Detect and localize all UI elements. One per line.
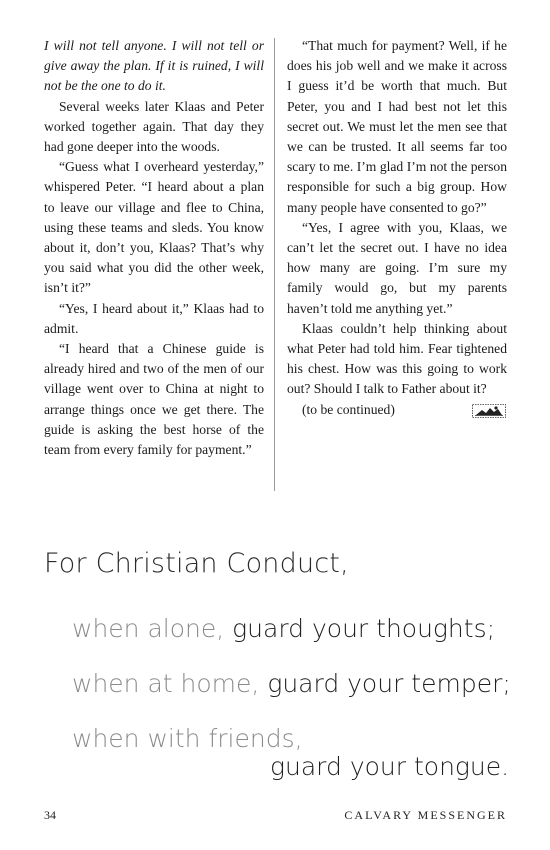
quote-context: when alone, — [72, 614, 225, 643]
quote-line-alone — [72, 614, 495, 643]
quote-context: when at home, — [72, 669, 260, 698]
paragraph: “Guess what I overheard yesterday,” whispered Peter. “I heard about a plan to leave our village and flee to China, using these teams and sleds. You know about it, don’t you, Klaas? That’s why you said what you did the other week, isn’t it?” — [44, 159, 264, 296]
right-column — [287, 36, 507, 420]
page-number: 34 — [44, 808, 56, 822]
paragraph: I will not tell anyone. I will not tell or give away the plan. If it is ruined, I will not be the one to do it. — [44, 38, 264, 94]
end-ornament-icon — [472, 404, 506, 418]
paragraph: “That much for payment? Well, if he does his job well and we make it across I guess it’d be worth that much. But Peter, you and I had best not let this secret out. We must let the men see that we can be trusted. It all seems far too scary to me. I’m glad I’m not the person responsible for such a big group. How many people have consented to go?” — [287, 38, 507, 215]
paragraph: “Yes, I heard about it,” Klaas had to admit. — [44, 300, 264, 336]
paragraph: Several weeks later Klaas and Peter worked together again. That day they had gone deeper into the woods. — [44, 98, 264, 155]
quote-title: For Christian Conduct, — [44, 548, 349, 579]
quote-guidance: guard your tongue. — [270, 752, 510, 781]
quote-line-home — [72, 669, 511, 698]
continued-row — [287, 400, 507, 420]
quote-guidance: guard your thoughts; — [232, 614, 496, 643]
paragraph: “I heard that a Chinese guide is already hired and two of the men of our village went over to China at night to arrange things once we get there. The guide is asking the best horse of the team from every family for payment.” — [44, 341, 264, 458]
continued-note: (to be continued) — [302, 401, 395, 417]
quote-line-friends — [72, 724, 303, 753]
left-column — [44, 36, 264, 460]
column-divider — [274, 38, 275, 491]
quote-context: when with friends, — [72, 724, 303, 753]
paragraph: “Yes, I agree with you, Klaas, we can’t let the secret out. I have no idea how many are going. I’m sure my family would go, but my parents haven’t told me anything yet.” — [287, 219, 507, 316]
quote-guidance: guard your temper; — [267, 669, 511, 698]
publication-name: CALVARY MESSENGER — [344, 808, 507, 822]
paragraph: Klaas couldn’t help thinking about what Peter had told him. Fear tightened his chest. How was this going to work out? Should I talk to Father about it? — [287, 320, 507, 397]
quote-line-tongue — [270, 752, 509, 781]
